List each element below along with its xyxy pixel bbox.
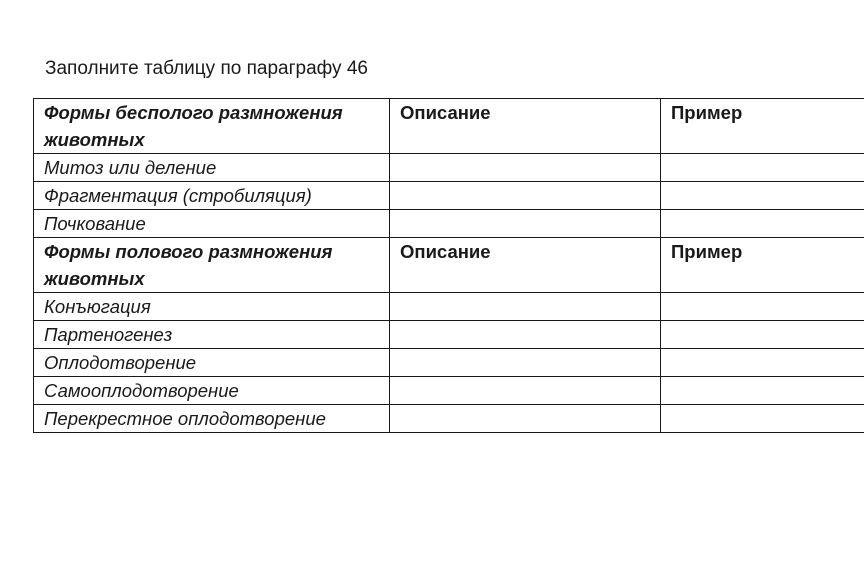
asexual-form-cell: Митоз или деление — [34, 154, 390, 182]
description-cell[interactable] — [390, 321, 661, 349]
example-cell[interactable] — [661, 349, 864, 377]
sexual-form-cell: Перекрестное оплодотворение — [34, 405, 390, 433]
page-heading: Заполните таблицу по параграфу 46 — [45, 58, 368, 79]
table-row — [34, 349, 864, 377]
reproduction-table — [33, 98, 864, 433]
description-cell[interactable] — [390, 182, 661, 210]
table-row — [34, 293, 864, 321]
example-cell[interactable] — [661, 293, 864, 321]
example-cell[interactable] — [661, 182, 864, 210]
asexual-description-header: Описание — [390, 99, 661, 154]
sexual-form-header: Формы полового размножения животных — [34, 238, 390, 293]
table-row — [34, 321, 864, 349]
sexual-form-cell: Самооплодотворение — [34, 377, 390, 405]
example-cell[interactable] — [661, 321, 864, 349]
example-cell[interactable] — [661, 405, 864, 433]
sexual-form-cell: Партеногенез — [34, 321, 390, 349]
table-row — [34, 210, 864, 238]
description-cell[interactable] — [390, 349, 661, 377]
example-cell[interactable] — [661, 377, 864, 405]
asexual-example-header: Пример — [661, 99, 864, 154]
asexual-header-row — [34, 99, 864, 154]
example-cell[interactable] — [661, 154, 864, 182]
description-cell[interactable] — [390, 405, 661, 433]
example-cell[interactable] — [661, 210, 864, 238]
table-row — [34, 405, 864, 433]
asexual-form-header: Формы бесполого размножения животных — [34, 99, 390, 154]
asexual-form-cell: Почкование — [34, 210, 390, 238]
description-cell[interactable] — [390, 293, 661, 321]
sexual-header-row — [34, 238, 864, 293]
sexual-form-cell: Конъюгация — [34, 293, 390, 321]
table-row — [34, 377, 864, 405]
sexual-description-header: Описание — [390, 238, 661, 293]
description-cell[interactable] — [390, 154, 661, 182]
table-row — [34, 154, 864, 182]
sexual-example-header: Пример — [661, 238, 864, 293]
asexual-form-cell: Фрагментация (стробиляция) — [34, 182, 390, 210]
sexual-form-cell: Оплодотворение — [34, 349, 390, 377]
table-row — [34, 182, 864, 210]
description-cell[interactable] — [390, 210, 661, 238]
description-cell[interactable] — [390, 377, 661, 405]
